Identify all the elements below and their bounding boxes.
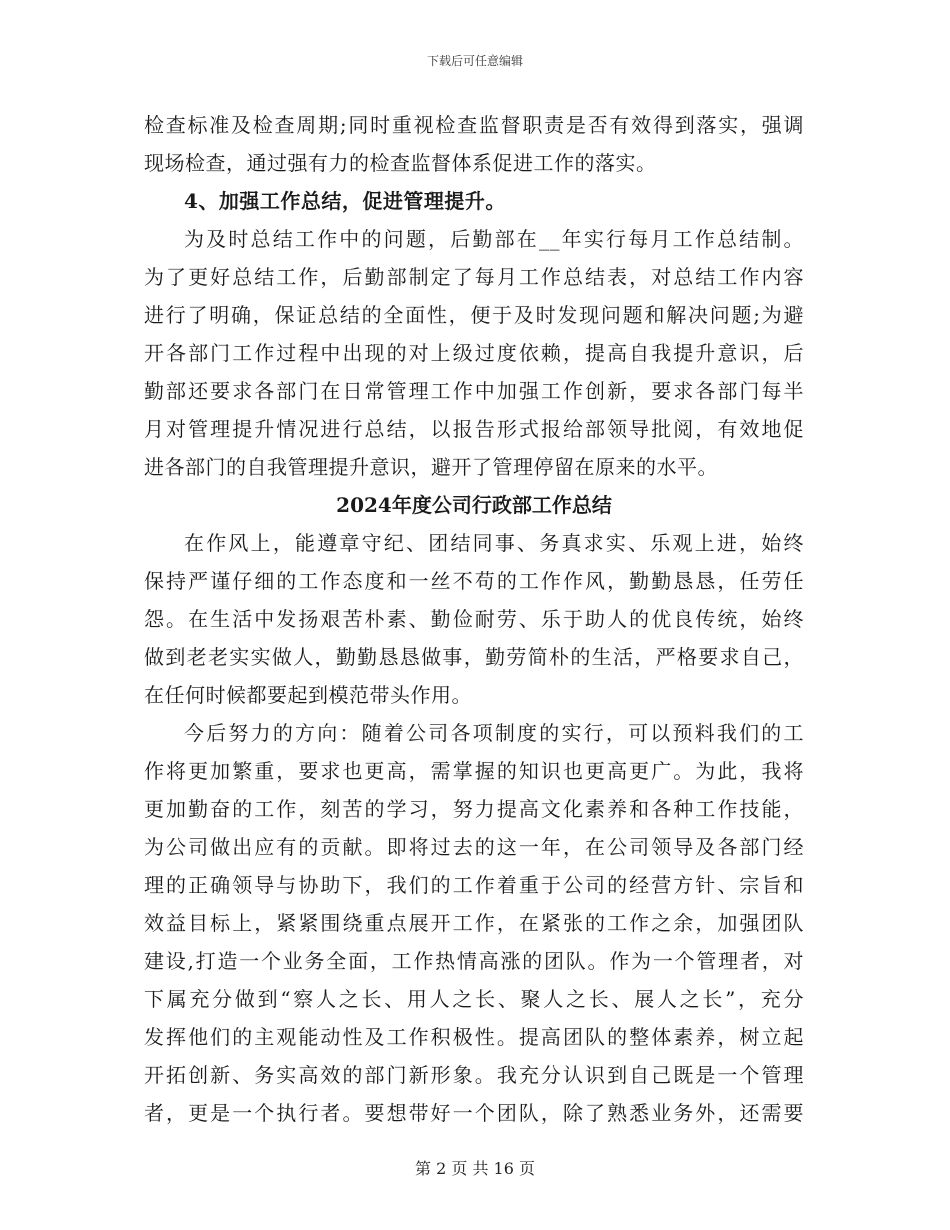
body-line: 为公司做出应有的贡献。即将过去的这一年，在公司领导及各部门经 bbox=[144, 835, 804, 859]
body-line: 在作风上，能遵章守纪、团结同事、务真求实、乐观上进，始终 bbox=[184, 531, 804, 555]
body-line: 发挥他们的主观能动性及工作积极性。提高团队的整体素养，树立起 bbox=[144, 1025, 804, 1049]
body-line: 在任何时候都要起到模范带头作用。 bbox=[144, 683, 472, 707]
body-line: 开拓创新、务实高效的部门新形象。我充分认识到自己既是一个管理 bbox=[144, 1063, 804, 1087]
body-line: 月对管理提升情况进行总结，以报告形式报给部领导批阅，有效地促 bbox=[144, 417, 804, 441]
body-line: 效益目标上，紧紧围绕重点展开工作，在紧张的工作之余，加强团队 bbox=[144, 911, 804, 935]
body-line: 者，更是一个执行者。要想带好一个团队，除了熟悉业务外，还需要 bbox=[144, 1101, 804, 1125]
document-title: 2024年度公司行政部工作总结 bbox=[336, 493, 612, 517]
body-line: 勤部还要求各部门在日常管理工作中加强工作创新，要求各部门每半 bbox=[144, 379, 804, 403]
body-line: 进各部门的自我管理提升意识，避开了管理停留在原来的水平。 bbox=[144, 455, 718, 479]
page-number: 第 2 页 共 16 页 bbox=[415, 1159, 535, 1178]
body-line: 今后努力的方向：随着公司各项制度的实行，可以预料我们的工 bbox=[184, 721, 804, 745]
page-header: 下载后可任意编辑 bbox=[426, 54, 523, 68]
body-line: 为了更好总结工作，后勤部制定了每月工作总结表，对总结工作内容 bbox=[144, 265, 804, 289]
body-line: 现场检查，通过强有力的检查监督体系促进工作的落实。 bbox=[144, 151, 657, 175]
body-line: 保持严谨仔细的工作态度和一丝不苟的工作作风，勤勤恳恳，任劳任 bbox=[144, 569, 804, 593]
body-line: 下属充分做到“察人之长、用人之长、聚人之长、展人之长”，充分 bbox=[144, 987, 804, 1011]
section-heading: 4、加强工作总结，促进管理提升。 bbox=[184, 189, 506, 213]
body-line: 理的正确领导与协助下，我们的工作着重于公司的经营方针、宗旨和 bbox=[144, 873, 804, 897]
body-line: 检查标准及检查周期;同时重视检查监督职责是否有效得到落实，强调 bbox=[144, 113, 804, 137]
body-line: 建设,打造一个业务全面，工作热情高涨的团队。作为一个管理者，对 bbox=[144, 949, 804, 973]
body-line: 更加勤奋的工作，刻苦的学习，努力提高文化素养和各种工作技能， bbox=[144, 797, 804, 821]
body-line: 进行了明确，保证总结的全面性，便于及时发现问题和解决问题;为避 bbox=[144, 303, 804, 327]
body-line: 开各部门工作过程中出现的对上级过度依赖，提高自我提升意识，后 bbox=[144, 341, 804, 365]
body-line: 做到老老实实做人，勤勤恳恳做事，勤劳简朴的生活，严格要求自己， bbox=[144, 645, 804, 669]
body-line: 怨。在生活中发扬艰苦朴素、勤俭耐劳、乐于助人的优良传统，始终 bbox=[144, 607, 804, 631]
document-body bbox=[144, 106, 804, 1132]
body-line: 为及时总结工作中的问题，后勤部在__年实行每月工作总结制。 bbox=[184, 227, 804, 251]
body-line: 作将更加繁重，要求也更高，需掌握的知识也更高更广。为此，我将 bbox=[144, 759, 804, 783]
